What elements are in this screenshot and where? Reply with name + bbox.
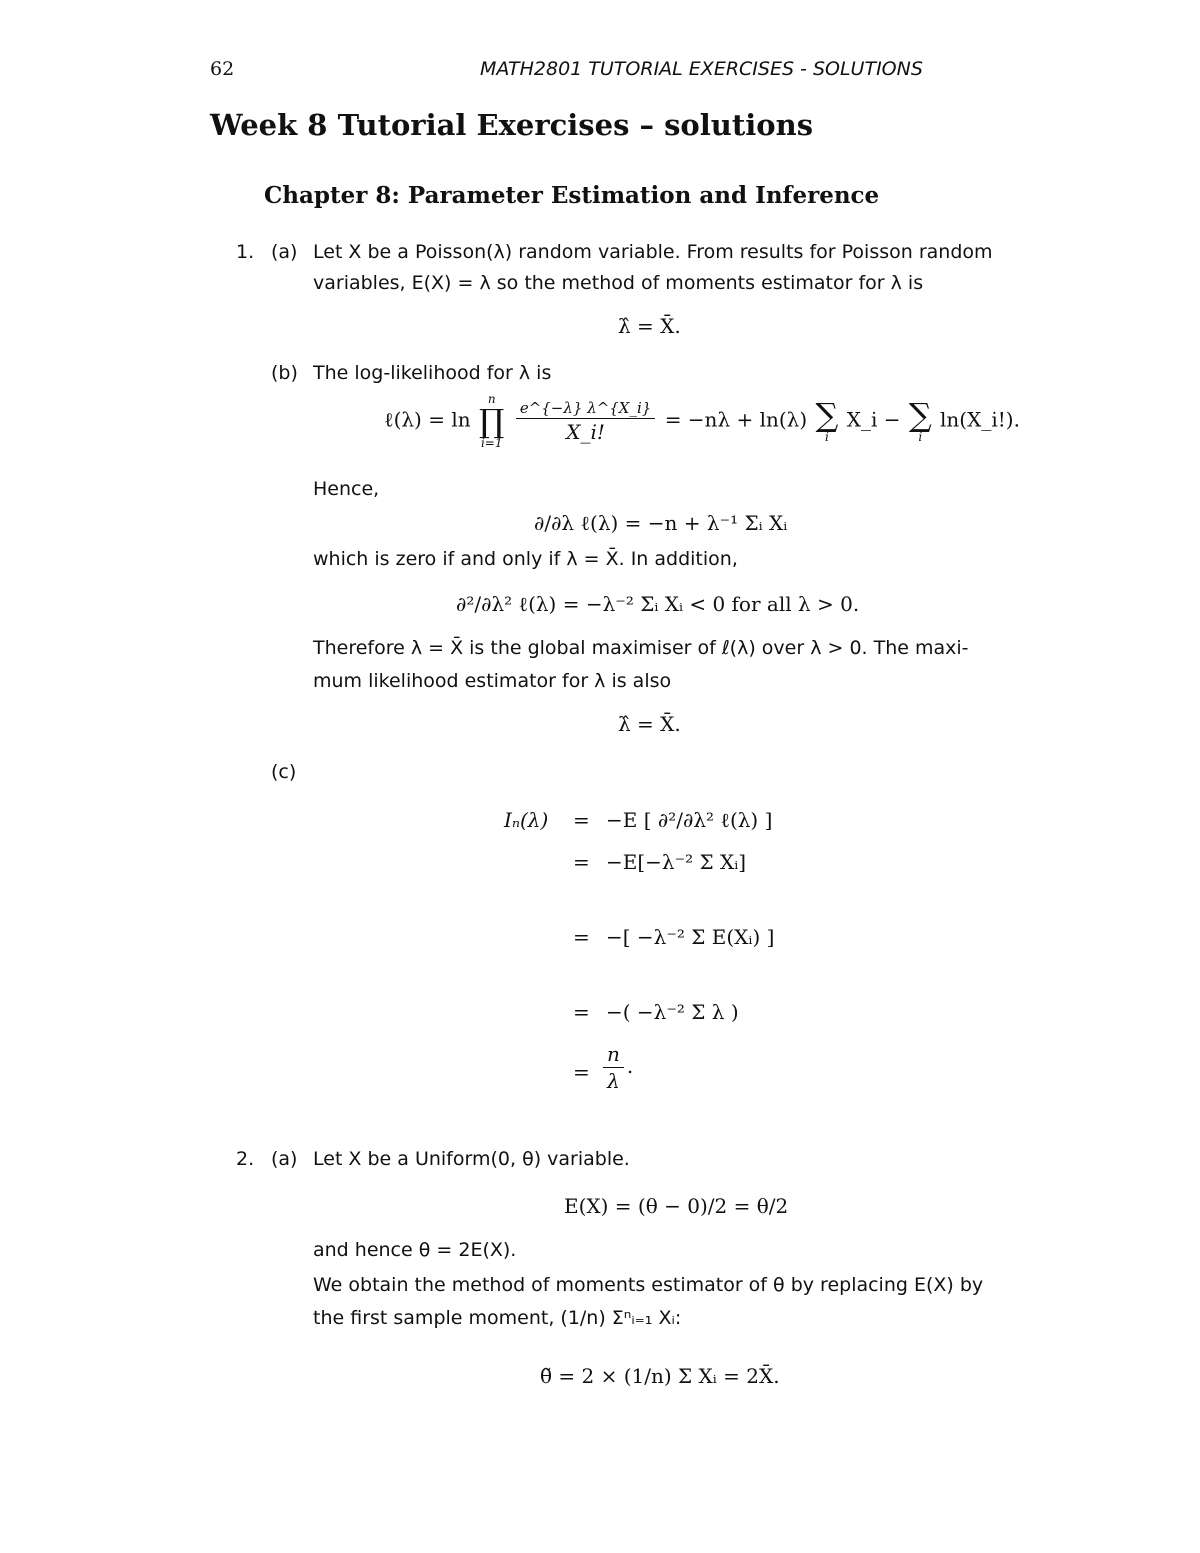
fisher-row-5: $\frac{n}{\lambda}$ . (600, 1042, 633, 1093)
ll-rhs1: = −nλ + ln(λ) (664, 407, 808, 432)
ll-rhs2: X_i − (846, 407, 901, 432)
frac-denominator: X_i! (566, 419, 605, 444)
poisson-fraction (516, 399, 656, 444)
n-over-lambda (603, 1042, 624, 1093)
q1a-equation: λ̂ = X̄. (618, 314, 681, 338)
prod-upper: n (487, 392, 496, 406)
mle-text: mum likelihood estimator for λ is also (313, 670, 672, 692)
fisher-row-2: −E[−λ⁻² Σ Xᵢ] (606, 850, 747, 874)
q2a-label: (a) (271, 1148, 298, 1170)
zero-condition-text: which is zero if and only if λ = X̄. In addition, (313, 548, 738, 570)
q1b-line1: The log-likelihood for λ is (313, 362, 552, 384)
eq-sign-3: = (573, 925, 590, 949)
fisher-row-4: −( −λ⁻² Σ λ ) (606, 1000, 739, 1024)
sum2-lower: i (918, 430, 923, 444)
eq-sign-4: = (573, 1000, 590, 1024)
sum-symbol-1: ∑ i (815, 396, 839, 444)
q2-number: 2. (236, 1148, 255, 1170)
frac-numerator: e^{−λ} λ^{X_i} (516, 399, 656, 419)
q2a-line1: Let X be a Uniform(0, θ) variable. (313, 1148, 630, 1170)
fisher-row-3: −[ −λ⁻² Σ E(Xᵢ) ] (606, 925, 775, 949)
first-derivative: ∂/∂λ ℓ(λ) = −n + λ⁻¹ Σᵢ Xᵢ (534, 511, 788, 535)
running-title: MATH2801 TUTORIAL EXERCISES - SOLUTIONS (480, 58, 923, 80)
log-likelihood-equation (384, 393, 1020, 449)
lambda-denominator: λ (607, 1069, 620, 1093)
q1a-line2: variables, E(X) = λ so the method of moments estimator for λ is (313, 272, 924, 294)
q1b-label: (b) (271, 362, 298, 384)
fisher-lhs: Iₙ(λ) (504, 808, 549, 832)
hence-text: Hence, (313, 478, 380, 500)
q1-number: 1. (236, 241, 255, 263)
sum-symbol-2: ∑ i (908, 396, 932, 444)
q1c-label: (c) (271, 761, 297, 783)
ll-rhs3: ln(X_i!). (940, 407, 1020, 432)
page-number: 62 (210, 58, 235, 80)
prod-lower: i=1 (480, 436, 503, 450)
second-derivative: ∂²/∂λ² ℓ(λ) = −λ⁻² Σᵢ Xᵢ < 0 for all λ > 0. (456, 592, 860, 616)
mle-equation: λ̂ = X̄. (618, 712, 681, 736)
eq-sign-2: = (573, 850, 590, 874)
eq-sign-1: = (573, 808, 590, 832)
uniform-expectation: E(X) = (θ − 0)/2 = θ/2 (564, 1194, 789, 1218)
q1a-label: (a) (271, 241, 298, 263)
fisher-row-1: −E [ ∂²/∂λ² ℓ(λ) ] (606, 808, 773, 832)
eq-sign-5: = (573, 1060, 590, 1084)
therefore-text: Therefore λ = X̄ is the global maximiser of ℓ(λ) over λ > 0. The maxi- (313, 637, 969, 659)
ll-lhs: ℓ(λ) = ln (384, 407, 471, 432)
n-numerator: n (603, 1042, 624, 1068)
obtain-text-1: We obtain the method of moments estimator of θ by replacing E(X) by (313, 1274, 984, 1296)
theta-estimator: θ̃ = 2 × (1/n) Σ Xᵢ = 2X̄. (540, 1364, 780, 1388)
obtain-text-2: the first sample moment, (1/n) Σⁿᵢ₌₁ Xᵢ: (313, 1307, 682, 1329)
q1a-line1: Let X be a Poisson(λ) random variable. From results for Poisson random (313, 241, 993, 263)
product-symbol: n ∏ i=1 (478, 392, 505, 450)
hence-theta-text: and hence θ = 2E(X). (313, 1239, 517, 1261)
page-title: Week 8 Tutorial Exercises – solutions (210, 108, 814, 142)
sum1-lower: i (825, 430, 829, 444)
chapter-title: Chapter 8: Parameter Estimation and Inference (264, 182, 880, 209)
